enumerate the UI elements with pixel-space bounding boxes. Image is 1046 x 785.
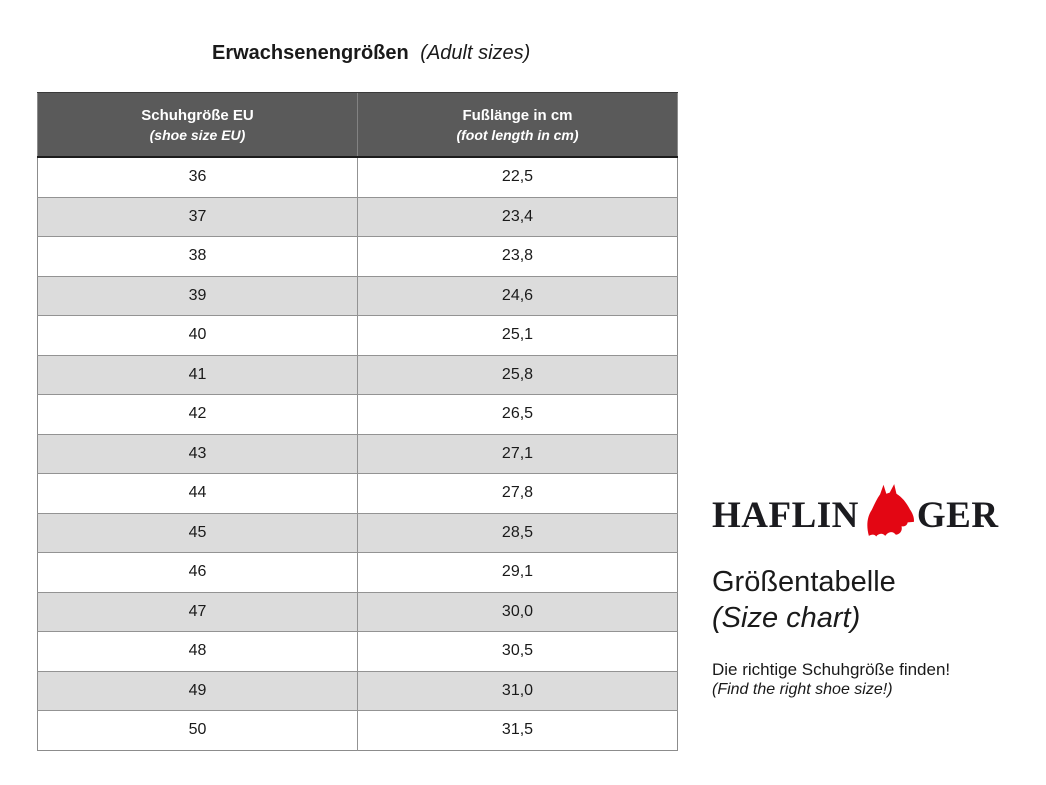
table-body bbox=[38, 157, 678, 750]
foot-length-cell: 27,1 bbox=[358, 434, 678, 474]
shoe-size-cell: 44 bbox=[38, 474, 358, 514]
horse-head-icon bbox=[859, 483, 917, 537]
shoe-size-cell: 46 bbox=[38, 553, 358, 593]
foot-length-cell: 25,1 bbox=[358, 316, 678, 356]
foot-length-cell: 27,8 bbox=[358, 474, 678, 514]
foot-length-cell: 22,5 bbox=[358, 157, 678, 197]
size-chart-heading-en: (Size chart) bbox=[712, 602, 861, 634]
foot-length-cell: 30,5 bbox=[358, 632, 678, 672]
table-row bbox=[38, 434, 678, 474]
find-size-text-de: Die richtige Schuhgröße finden! bbox=[712, 660, 951, 679]
table-row bbox=[38, 592, 678, 632]
shoe-size-cell: 37 bbox=[38, 197, 358, 237]
table-row bbox=[38, 513, 678, 553]
size-table bbox=[37, 92, 678, 751]
header-shoe-size-en: (shoe size EU) bbox=[149, 126, 246, 143]
table-row bbox=[38, 395, 678, 435]
shoe-size-cell: 47 bbox=[38, 592, 358, 632]
foot-length-cell: 29,1 bbox=[358, 553, 678, 593]
foot-length-cell: 26,5 bbox=[358, 395, 678, 435]
table-row bbox=[38, 671, 678, 711]
logo-text-right: GER bbox=[916, 495, 999, 536]
haflinger-logo bbox=[712, 480, 1022, 534]
shoe-size-cell: 42 bbox=[38, 395, 358, 435]
shoe-size-cell: 41 bbox=[38, 355, 358, 395]
find-size-text-en: (Find the right shoe size!) bbox=[712, 681, 893, 698]
foot-length-cell: 24,6 bbox=[358, 276, 678, 316]
page-title-de: Erwachsenengrößen bbox=[212, 42, 409, 64]
logo-text-left: HAFLIN bbox=[712, 495, 859, 536]
header-foot-length-en: (foot length in cm) bbox=[456, 126, 579, 143]
shoe-size-cell: 49 bbox=[38, 671, 358, 711]
header-shoe-size-de: Schuhgröße EU bbox=[141, 106, 254, 124]
foot-length-cell: 25,8 bbox=[358, 355, 678, 395]
foot-length-cell: 23,8 bbox=[358, 237, 678, 277]
shoe-size-cell: 43 bbox=[38, 434, 358, 474]
shoe-size-cell: 40 bbox=[38, 316, 358, 356]
table-row bbox=[38, 237, 678, 277]
shoe-size-cell: 38 bbox=[38, 237, 358, 277]
page-title bbox=[212, 42, 530, 65]
foot-length-cell: 30,0 bbox=[358, 592, 678, 632]
shoe-size-cell: 45 bbox=[38, 513, 358, 553]
table-row bbox=[38, 711, 678, 751]
table-row bbox=[38, 474, 678, 514]
size-chart-heading-de: Größentabelle bbox=[712, 566, 896, 598]
foot-length-cell: 31,5 bbox=[358, 711, 678, 751]
foot-length-cell: 23,4 bbox=[358, 197, 678, 237]
table-row bbox=[38, 197, 678, 237]
table-row bbox=[38, 632, 678, 672]
table-row bbox=[38, 276, 678, 316]
shoe-size-cell: 48 bbox=[38, 632, 358, 672]
table-row bbox=[38, 355, 678, 395]
table-row bbox=[38, 157, 678, 197]
brand-panel bbox=[712, 480, 1022, 700]
table-row bbox=[38, 553, 678, 593]
header-cell-foot-length bbox=[358, 93, 678, 158]
shoe-size-cell: 39 bbox=[38, 276, 358, 316]
page-title-en: (Adult sizes) bbox=[420, 42, 531, 64]
header-foot-length-de: Fußlänge in cm bbox=[462, 106, 573, 124]
table-row bbox=[38, 316, 678, 356]
shoe-size-cell: 50 bbox=[38, 711, 358, 751]
foot-length-cell: 31,0 bbox=[358, 671, 678, 711]
foot-length-cell: 28,5 bbox=[358, 513, 678, 553]
shoe-size-cell: 36 bbox=[38, 157, 358, 197]
header-cell-shoe-size bbox=[38, 93, 358, 158]
table-header-row bbox=[38, 93, 678, 158]
